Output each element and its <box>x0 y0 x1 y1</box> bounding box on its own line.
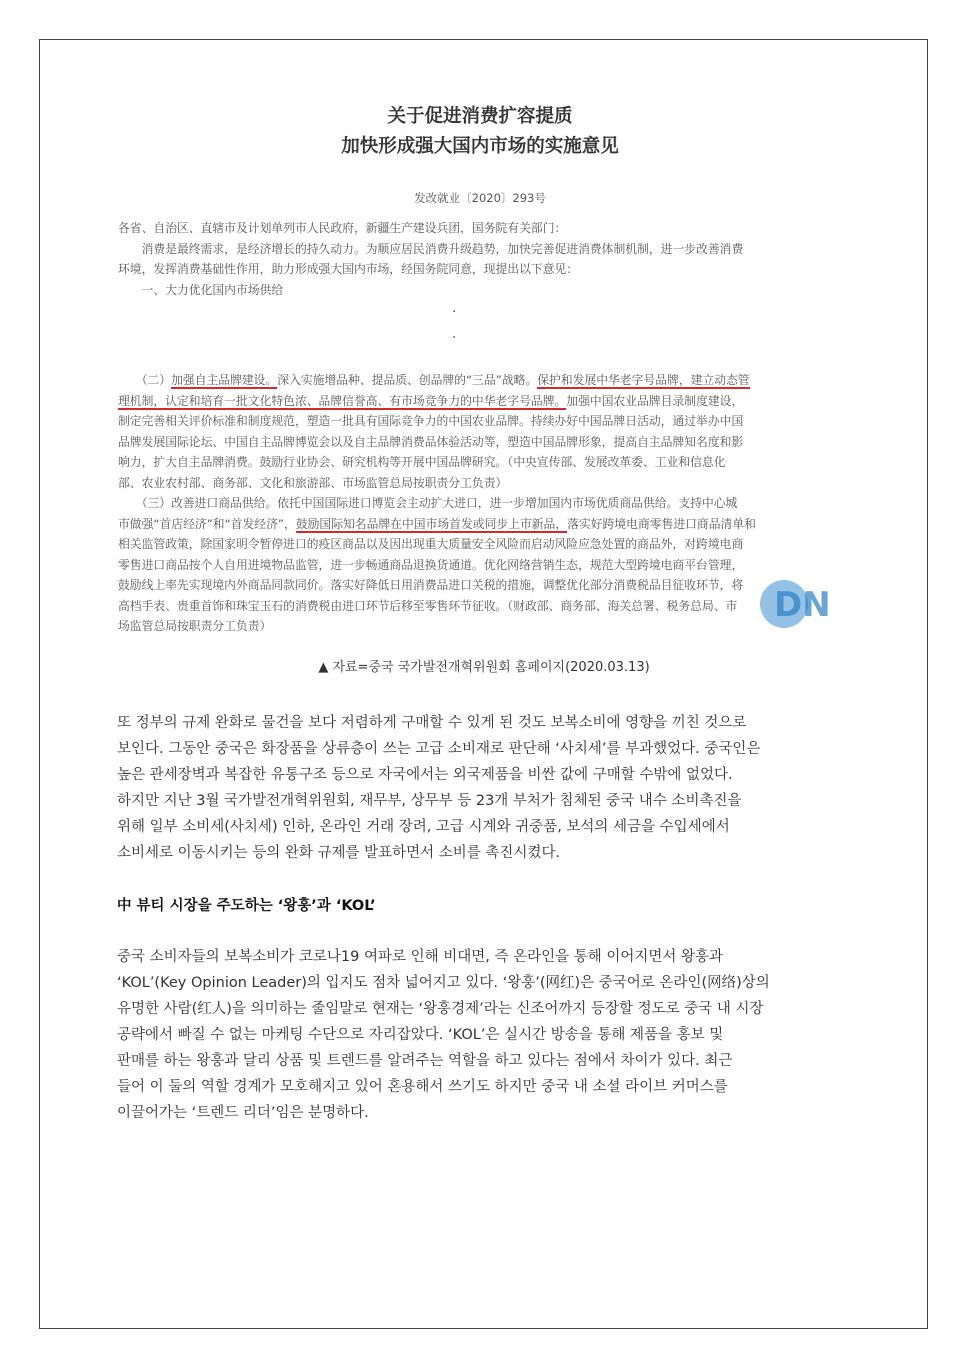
section-heading: 中 뷰티 시장을 주도하는 ‘왕훙’과 ‘KOL’ <box>117 898 376 914</box>
paragraph-line: 높은 관세장벽과 복잡한 유통구조 등으로 자국에서는 외국제품을 비싼 값에 구매할 수밖에 없었다. <box>117 767 733 783</box>
text-run: （二） <box>118 373 172 387</box>
section-line: 场监管总局按职责分工负责） <box>118 619 272 633</box>
paragraph-line: 공략에서 빠질 수 없는 마케팅 수단으로 자리잡았다. ‘KOL’은 실시간 방송을 통해 제품을 홍보 및 <box>117 1027 724 1043</box>
watermark-text: DN <box>774 585 831 625</box>
section-line: 鼓励线上率先实现境内外商品同款同价。落实好降低日用消费品进口关税的措施，调整优化部分消费税品目征收环节，将 <box>118 578 744 592</box>
document-image <box>110 92 850 640</box>
text-run: 落实好跨境电商零售进口商品清单和 <box>567 516 756 531</box>
paragraph-line: 보인다. 그동안 중국은 화장품을 상류층이 쓰는 고급 소비재로 판단해 ‘사치세’를 부과했었다. 중국인은 <box>117 741 761 757</box>
section-line <box>118 370 846 391</box>
text-run: 深入实施增品种、提品质、创品牌的“三品”战略。 <box>277 373 538 387</box>
section-line: 零售进口商品按个人自用进境物品监管，进一步畅通商品退换货通道。优化网络营销生态，规范大型跨境电商平台管理， <box>118 557 744 572</box>
section-line <box>118 514 846 535</box>
paragraph-line: 들어 이 둘의 역할 경계가 모호해지고 있어 혼용해서 쓰기도 하지만 중국 내 소셜 라이브 커머스를 <box>117 1079 728 1095</box>
section-line: 品牌发展国际论坛、中国自主品牌博览会以及自主品牌消费品体验活动等，塑造中国品牌形象，提高自主品牌知名度和影 <box>118 434 744 449</box>
paragraph-line: 위해 일부 소비세(사치세) 인하, 온라인 거래 장려, 고급 시계와 귀중품, 보석의 세금을 수입세에서 <box>117 819 730 835</box>
document-title <box>110 102 850 162</box>
paragraph-line: 중국 소비자들의 보복소비가 코로나19 여파로 인해 비대면, 즉 온라인을 통해 이어지면서 왕훙과 <box>117 949 724 965</box>
section-line <box>118 391 846 412</box>
paragraph-line: 하지만 지난 3월 국가발전개혁위원회, 재무부, 상무부 등 23개 부처가 침체된 중국 내수 소비촉진을 <box>117 793 742 809</box>
image-caption: ▲ 자료=중국 국가발전개혁위원회 홈페이지(2020.03.13) <box>318 660 650 675</box>
document-number: 发改就业〔2020〕293号 <box>414 191 546 205</box>
paragraph-line: 또 정부의 규제 완화로 물건을 보다 저렴하게 구매할 수 있게 된 것도 보복소비에 영향을 끼친 것으로 <box>117 715 747 731</box>
underlined-text: 保护和发展中华老字号品牌，建立动态管 <box>537 373 750 387</box>
ellipsis-dot: · <box>452 330 457 346</box>
ellipsis-dot: · <box>452 304 457 320</box>
intro-line: 各省、自治区、直辖市及计划单列市人民政府，新疆生产建设兵团，国务院有关部门： <box>118 221 567 235</box>
underlined-text: 加强自主品牌建设。 <box>171 373 278 387</box>
intro-line: 一、大力优化国内市场供给 <box>118 282 284 297</box>
section-line: 高档手表、贵重首饰和珠宝玉石的消费税由进口环节后移至零售环节征收。（财政部、商务部、海关总署、税务总局、市 <box>118 598 738 613</box>
paragraph-1 <box>117 710 851 866</box>
document-intro <box>118 218 846 300</box>
section-line: 制定完善相关评价标准和制度规范，塑造一批具有国际竞争力的中国农业品牌。持续办好中国品牌日活动，通过举办中国 <box>118 414 744 428</box>
section-line: 响力，扩大自主品牌消费。鼓励行业协会、研究机构等开展中国品牌研究。（中央宣传部、发展改革委、工业和信息化 <box>118 455 726 469</box>
section-line: （三）改善进口商品供给。依托中国国际进口博览会主动扩大进口，进一步增加国内市场优质商品供给。支持中心城 <box>118 496 738 510</box>
section-line: 部、农业农村部、商务部、文化和旅游部、市场监管总局按职责分工负责） <box>118 475 508 490</box>
paragraph-line: 판매를 하는 왕훙과 달리 상품 및 트렌드를 알려주는 역할을 하고 있다는 점에서 차이가 있다. 최근 <box>117 1053 733 1069</box>
text-run: 市做强“首店经济”和“首发经济”， <box>118 516 296 531</box>
intro-line: 消费是最终需求，是经济增长的持久动力。为顺应居民消费升级趋势，加快完善促进消费体制机制，进一步改善消费 <box>118 241 744 256</box>
text-run: 加强中国农业品牌目录制度建设， <box>566 393 744 408</box>
document-section-2 <box>118 370 846 637</box>
paragraph-line: 유명한 사람(红人)을 의미하는 줄임말로 현재는 ‘왕훙경제’라는 신조어까지 등장할 정도로 중국 내 시장 <box>117 1001 764 1017</box>
underlined-text: 鼓励国际知名品牌在中国市场首发或同步上市新品， <box>295 516 568 531</box>
paragraph-2 <box>117 944 851 1126</box>
section-line: 相关监管政策，除国家明令暂停进口的疫区商品以及因出现重大质量安全风险而启动风险应急处置的商品外，对跨境电商 <box>118 537 744 551</box>
paragraph-line: 이끌어가는 ‘트렌드 리더’임은 분명하다. <box>117 1105 369 1121</box>
intro-line: 环境，发挥消费基础性作用，助力形成强大国内市场，经国务院同意，现提出以下意见： <box>118 262 579 276</box>
watermark-logo <box>752 572 842 632</box>
document-title-line-2: 加快形成强大国内市场的实施意见 <box>341 136 619 157</box>
document-title-line-1: 关于促进消费扩容提质 <box>387 106 573 127</box>
underlined-text: 理机制，认定和培育一批文化特色浓、品牌信誉高、有市场竞争力的中华老字号品牌。 <box>118 393 567 408</box>
paragraph-line: 소비세로 이동시키는 등의 완화 규제를 발표하면서 소비를 촉진시켰다. <box>117 845 561 861</box>
paragraph-line: ‘KOL’(Key Opinion Leader)의 입지도 점차 넓어지고 있다. ‘왕훙’(网红)은 중국어로 온라인(网络)상의 <box>117 975 770 991</box>
